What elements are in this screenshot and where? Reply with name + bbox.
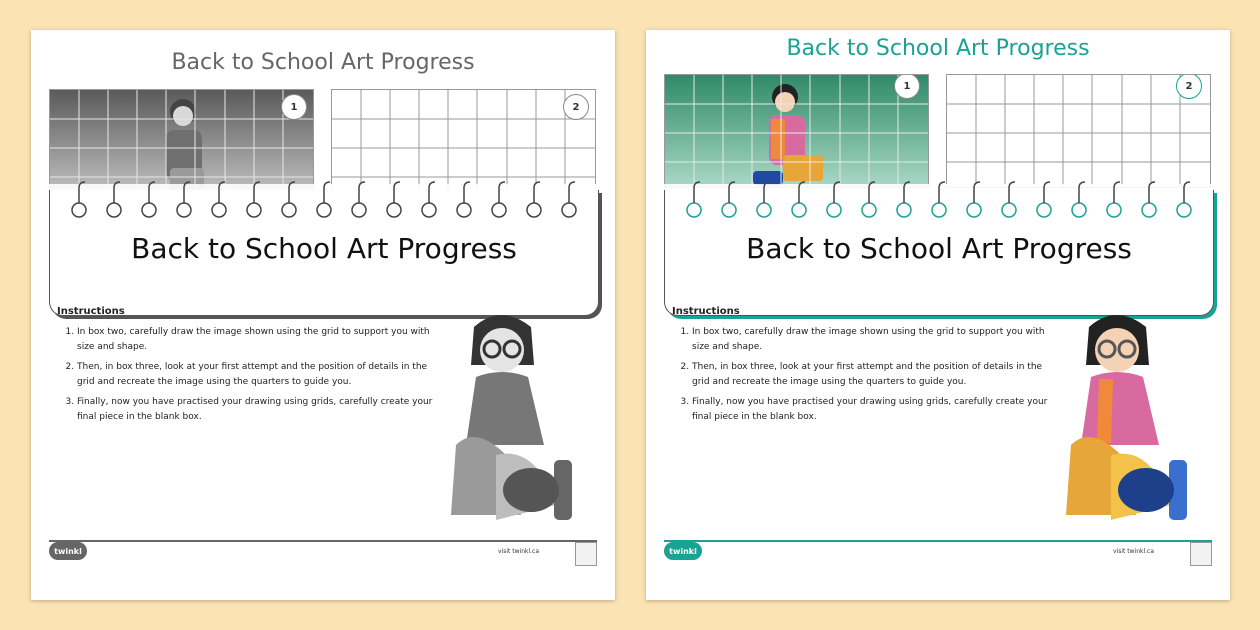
worksheet-title: Back to School Art Progress [786, 36, 1090, 61]
visit-link-text: visit twinkl.ca [498, 548, 540, 555]
instruction-item: 1. In box two, carefully draw the image shown using the grid to support you with size and shape. [692, 325, 1052, 355]
instructions-section [57, 306, 437, 430]
instruction-item: 3. Finally, now you have practised your drawing using grids, carefully create your final piece in the blank box. [77, 395, 437, 425]
worksheet-title: Back to School Art Progress [171, 50, 475, 75]
child-illustration [426, 305, 596, 530]
worksheet-grayscale [31, 30, 615, 600]
grid-lines [665, 75, 928, 187]
box-number-badge: 2 [1176, 74, 1202, 99]
grid-box-2 [946, 74, 1211, 188]
instructions-heading: Instructions [672, 306, 740, 317]
instruction-item: 2. Then, in box three, look at your first attempt and the position of details in the grid and recreate the image using the quarters to guide you. [692, 360, 1052, 390]
instructions-list [672, 325, 1052, 425]
grid-lines [947, 75, 1210, 187]
quality-badge-icon [1190, 542, 1212, 566]
footer-divider [664, 540, 1212, 542]
box-number-badge: 1 [281, 94, 307, 120]
instructions-list [57, 325, 437, 425]
grid-box-2 [331, 89, 596, 191]
footer-divider [49, 540, 597, 542]
instruction-item: 3. Finally, now you have practised your drawing using grids, carefully create your final piece in the blank box. [692, 395, 1052, 425]
grid-lines [332, 90, 595, 190]
grid-box-1 [664, 74, 929, 188]
notepad-title: Back to School Art Progress [746, 232, 1132, 265]
quality-badge-icon [575, 542, 597, 566]
grid-lines [50, 90, 313, 190]
instruction-item: 2. Then, in box three, look at your first attempt and the position of details in the grid and recreate the image using the quarters to guide you. [77, 360, 437, 390]
spiral-binding [49, 180, 597, 220]
visit-link-text: visit twinkl.ca [1113, 548, 1155, 555]
twinkl-logo: twinkl [664, 542, 702, 560]
instructions-section [672, 306, 1052, 430]
box-number-badge: 1 [894, 74, 920, 99]
spiral-binding [664, 180, 1212, 220]
twinkl-logo: twinkl [49, 542, 87, 560]
child-illustration [1041, 305, 1211, 530]
grid-box-1 [49, 89, 314, 191]
instructions-heading: Instructions [57, 306, 125, 317]
worksheet-color [646, 30, 1230, 600]
box-number-badge: 2 [563, 94, 589, 120]
instruction-item: 1. In box two, carefully draw the image shown using the grid to support you with size and shape. [77, 325, 437, 355]
notepad-title: Back to School Art Progress [131, 232, 517, 265]
